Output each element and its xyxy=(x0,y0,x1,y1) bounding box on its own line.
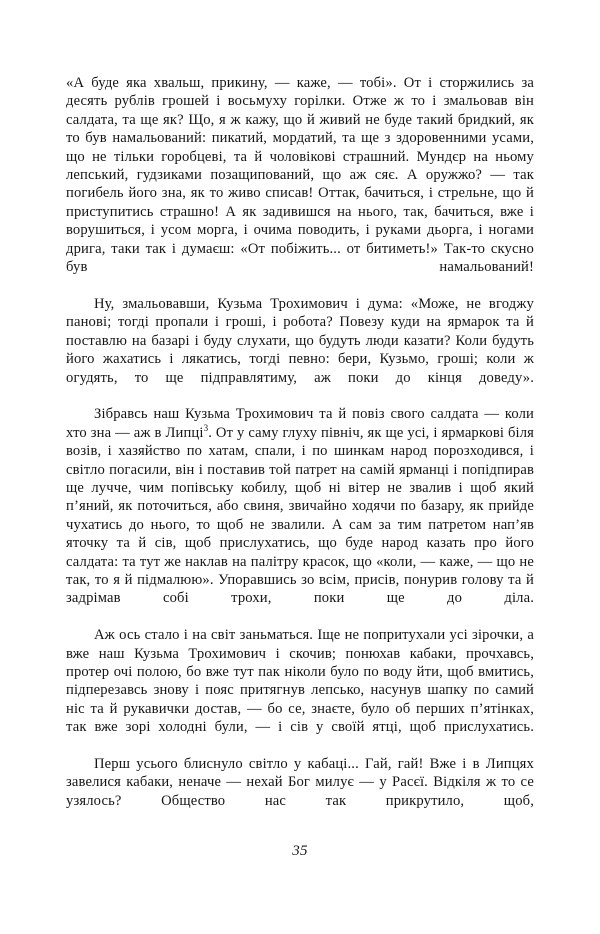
paragraph-3-text-before-footnote: Зібравсь наш Кузьма Трохимович та й повіз свого салдата — коли хто зна — аж в Липці xyxy=(66,406,534,441)
footnote-marker-3[interactable]: 3 xyxy=(203,422,209,433)
paragraph-4: Аж ось стало і на світ заньматься. Іще не попритухали усі зірочки, а вже наш Кузьма Трохимович і скочив; понюхав кабаки, прочхавсь, протер очі полою, бо вже тут пак ніколи було по воду йти, щоб вмитись, підперезавсь знову і пояс притягнув лепсько, насунув шапку по самий ніс та й рукавички достав, — бо се, знаєте, було об перших п’ятінках, так вже зорі холодні були, — і сів у своїй ятці, щоб прислухатись. xyxy=(66,627,534,736)
paragraph-3 xyxy=(66,405,534,626)
paragraph-5: Перш усього блиснуло світло у кабаці... Гай, гай! Вже і в Липцях завелися кабаки, неначе — нехай Бог милує — у Расєї. Відкіля ж то се узялось? Общество нас так прикрутило, щоб, xyxy=(66,756,534,809)
paragraph-1: «А буде яка хвальш, прикину, — каже, — тобі». От і сторжились за десять рублів грошей і восьмуху горілки. Отже ж то і змальовав він салдата, та ще як? Що, я ж кажу, що й живий не буде такий бридкий, як то був намальований: пикатий, мордатий, та ще з здоровенними усами, що не тільки горобцеві, та й чоловікові страшний. Мундєр на ньому лепський, гудзиками позащипований, що аж сяє. А оружжо? — так погибель його зна, як то живо списав! Оттак, бачиться, і стрельне, що й приступитись страшно! А як задивишся на нього, так, бачиться, вже і ворушиться, і усом морга, і очима поводить, і руками дьорга, і ногами дрига, таки так і думаєш: «От побіжить... от битиметь!» Так-то скусно був намальований! xyxy=(66,75,534,276)
page-number: 35 xyxy=(292,843,308,859)
paragraph-2: Ну, змальовавши, Кузьма Трохимович і дума: «Може, не вгоджу панові; тогді пропали і гроші, і робота? Повезу куди на ярмарок та й поставлю на базарі і буду слухати, що будуть люди казати? Коли будуть його жахатись і лякатись, тогді певно: бери, Кузьмо, гроші; коли ж огудять, то ще підправлятиму, аж поки до кінця доведу». xyxy=(66,295,534,386)
paragraph-3-text-after-footnote: . От у саму глуху північ, як ще усі, і ярмаркові біля возів, і хазяйство по хатам, спали, і по шинкам народ порозходився, і світло погасили, він і поставив той патрет на самій ярманці і попідпирав ще лучче, чим попівську кобилу, щоб ні вітер не звалив і щоб який п’яний, як поточиться, або свиня, звичайно ходячи по базару, як прийде чухатись до нього, то щоб не звалили. А сам за тим патретом нап’яв яточку та й сів, щоб прислухатись, що буде народ казать про його салдата: та тут же наклав на палітру красок, що «коли, — каже, — що не так, то я й підмалюю». Упоравшись зо всім, присів, понурив голову та й задрімав собі трохи, поки ще до діла. xyxy=(66,424,535,607)
page-text-block xyxy=(66,74,534,829)
